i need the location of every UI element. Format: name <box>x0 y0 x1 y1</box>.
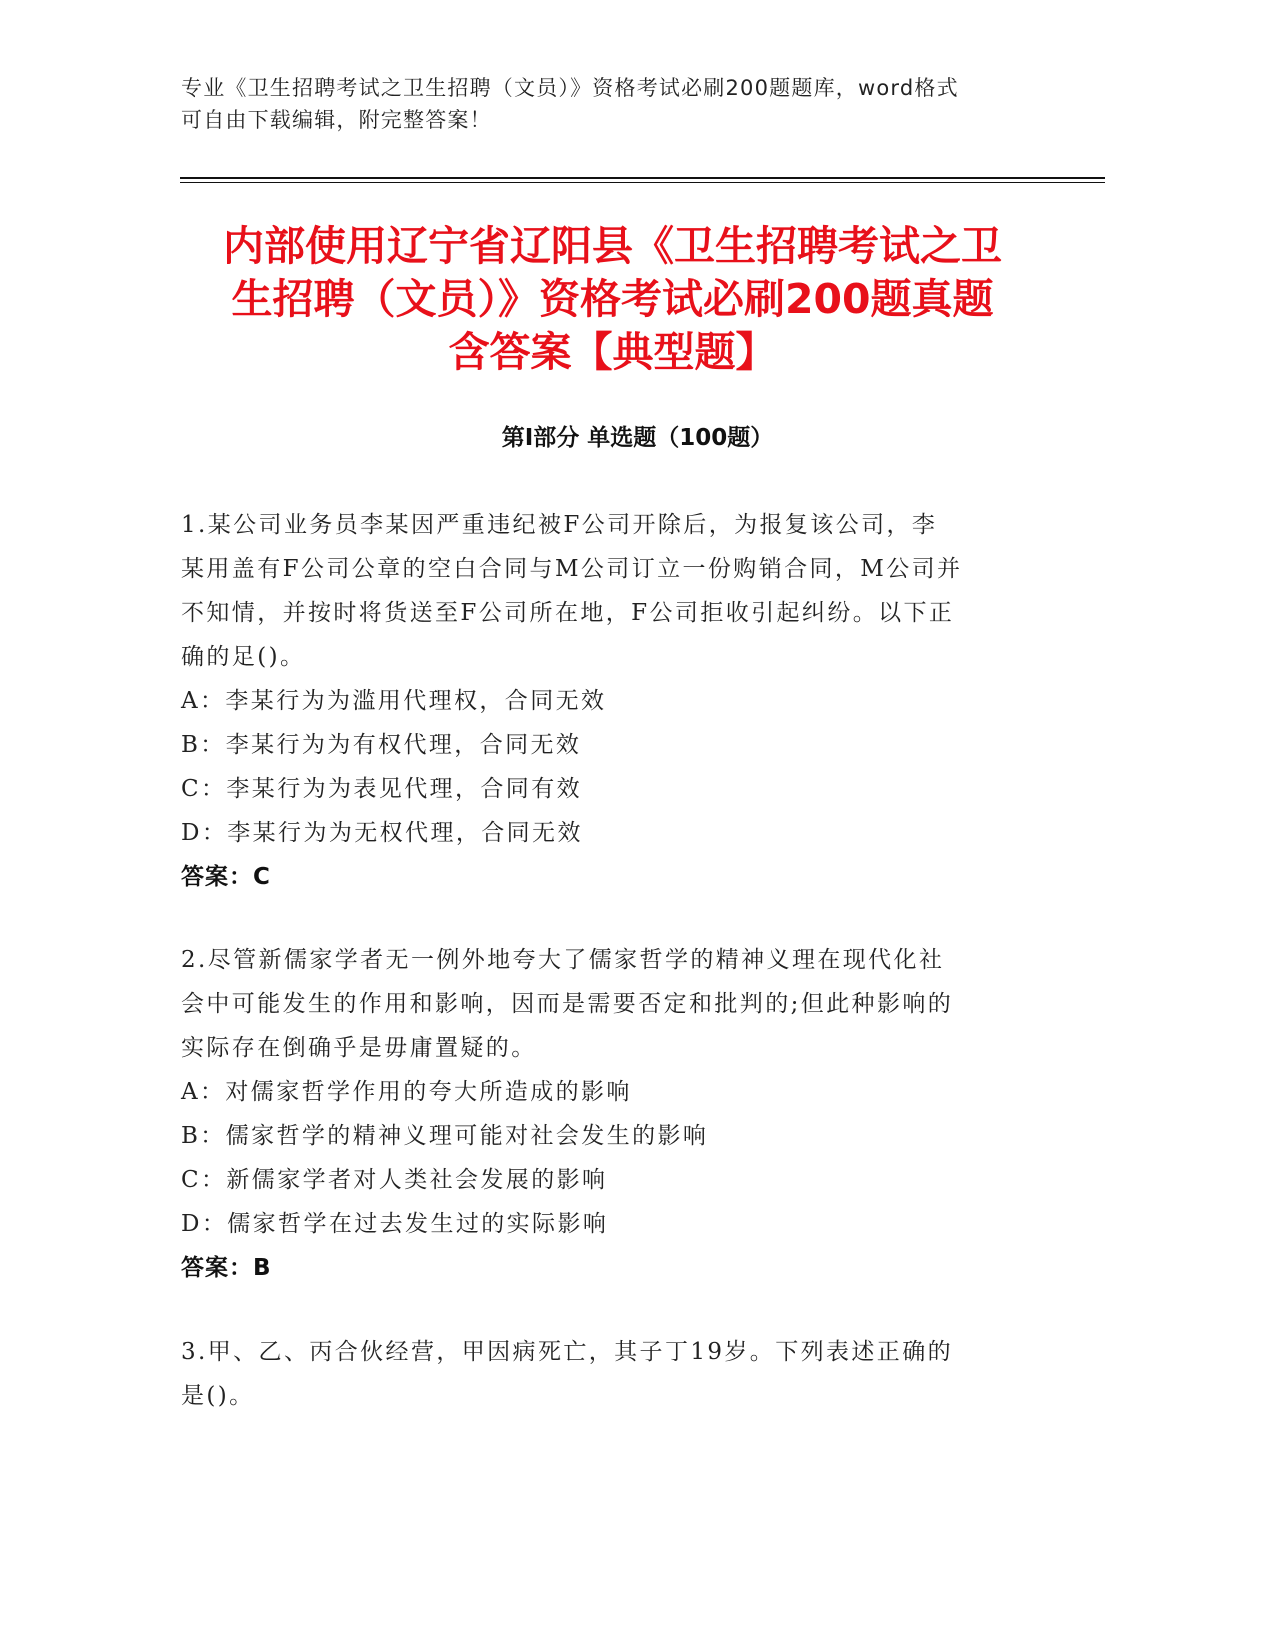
option-c: C：新儒家学者对人类社会发展的影响 <box>181 1167 608 1193</box>
question-2 <box>181 938 1061 1290</box>
title-line: 含答案【典型题】 <box>448 328 777 376</box>
question-1 <box>181 503 1061 899</box>
option-c: C：李某行为为表见代理，合同有效 <box>181 776 582 802</box>
question-stem-line: 确的足()。 <box>181 644 306 670</box>
answer: 答案：B <box>181 1255 272 1281</box>
section-heading: 第Ⅰ部分 单选题（100题） <box>501 425 774 451</box>
answer: 答案：C <box>181 864 271 890</box>
question-stem-line: 某用盖有F公司公章的空白合同与M公司订立一份购销合同，M公司并 <box>181 556 963 582</box>
question-stem-line: 实际存在倒确乎是毋庸置疑的。 <box>181 1035 537 1061</box>
option-b: B：儒家哲学的精神义理可能对社会发生的影响 <box>181 1123 709 1149</box>
option-d: D：儒家哲学在过去发生过的实际影响 <box>181 1211 609 1237</box>
option-b: B：李某行为为有权代理，合同无效 <box>181 732 582 758</box>
question-stem-line: 是()。 <box>181 1383 255 1409</box>
question-stem-line: 1.某公司业务员李某因严重违纪被F公司开除后，为报复该公司，李 <box>181 512 938 538</box>
header-divider <box>180 177 1105 179</box>
question-3 <box>181 1330 1061 1418</box>
question-stem-line: 不知情，并按时将货送至F公司所在地，F公司拒收引起纠纷。以下正 <box>181 600 955 626</box>
option-a: A：李某行为为滥用代理权，合同无效 <box>181 688 607 714</box>
header-note <box>181 72 1041 136</box>
option-a: A：对儒家哲学作用的夸大所造成的影响 <box>181 1079 632 1105</box>
question-stem-line: 会中可能发生的作用和影响，因而是需要否定和批判的;但此种影响的 <box>181 991 954 1017</box>
title-line: 内部使用辽宁省辽阳县《卫生招聘考试之卫 <box>223 222 1002 270</box>
option-d: D：李某行为为无权代理，合同无效 <box>181 820 583 846</box>
document-title <box>150 220 1075 379</box>
title-line: 生招聘（文员）》资格考试必刷200题真题 <box>231 275 994 323</box>
header-divider-thin <box>180 182 1105 183</box>
header-note-line: 可自由下载编辑，附完整答案！ <box>181 108 492 132</box>
header-note-line: 专业《卫生招聘考试之卫生招聘（文员）》资格考试必刷200题题库，word格式 <box>181 76 959 100</box>
question-stem-line: 2.尽管新儒家学者无一例外地夸大了儒家哲学的精神义理在现代化社 <box>181 947 945 973</box>
question-stem-line: 3.甲、乙、丙合伙经营，甲因病死亡，其子丁19岁。下列表述正确的 <box>181 1339 954 1365</box>
